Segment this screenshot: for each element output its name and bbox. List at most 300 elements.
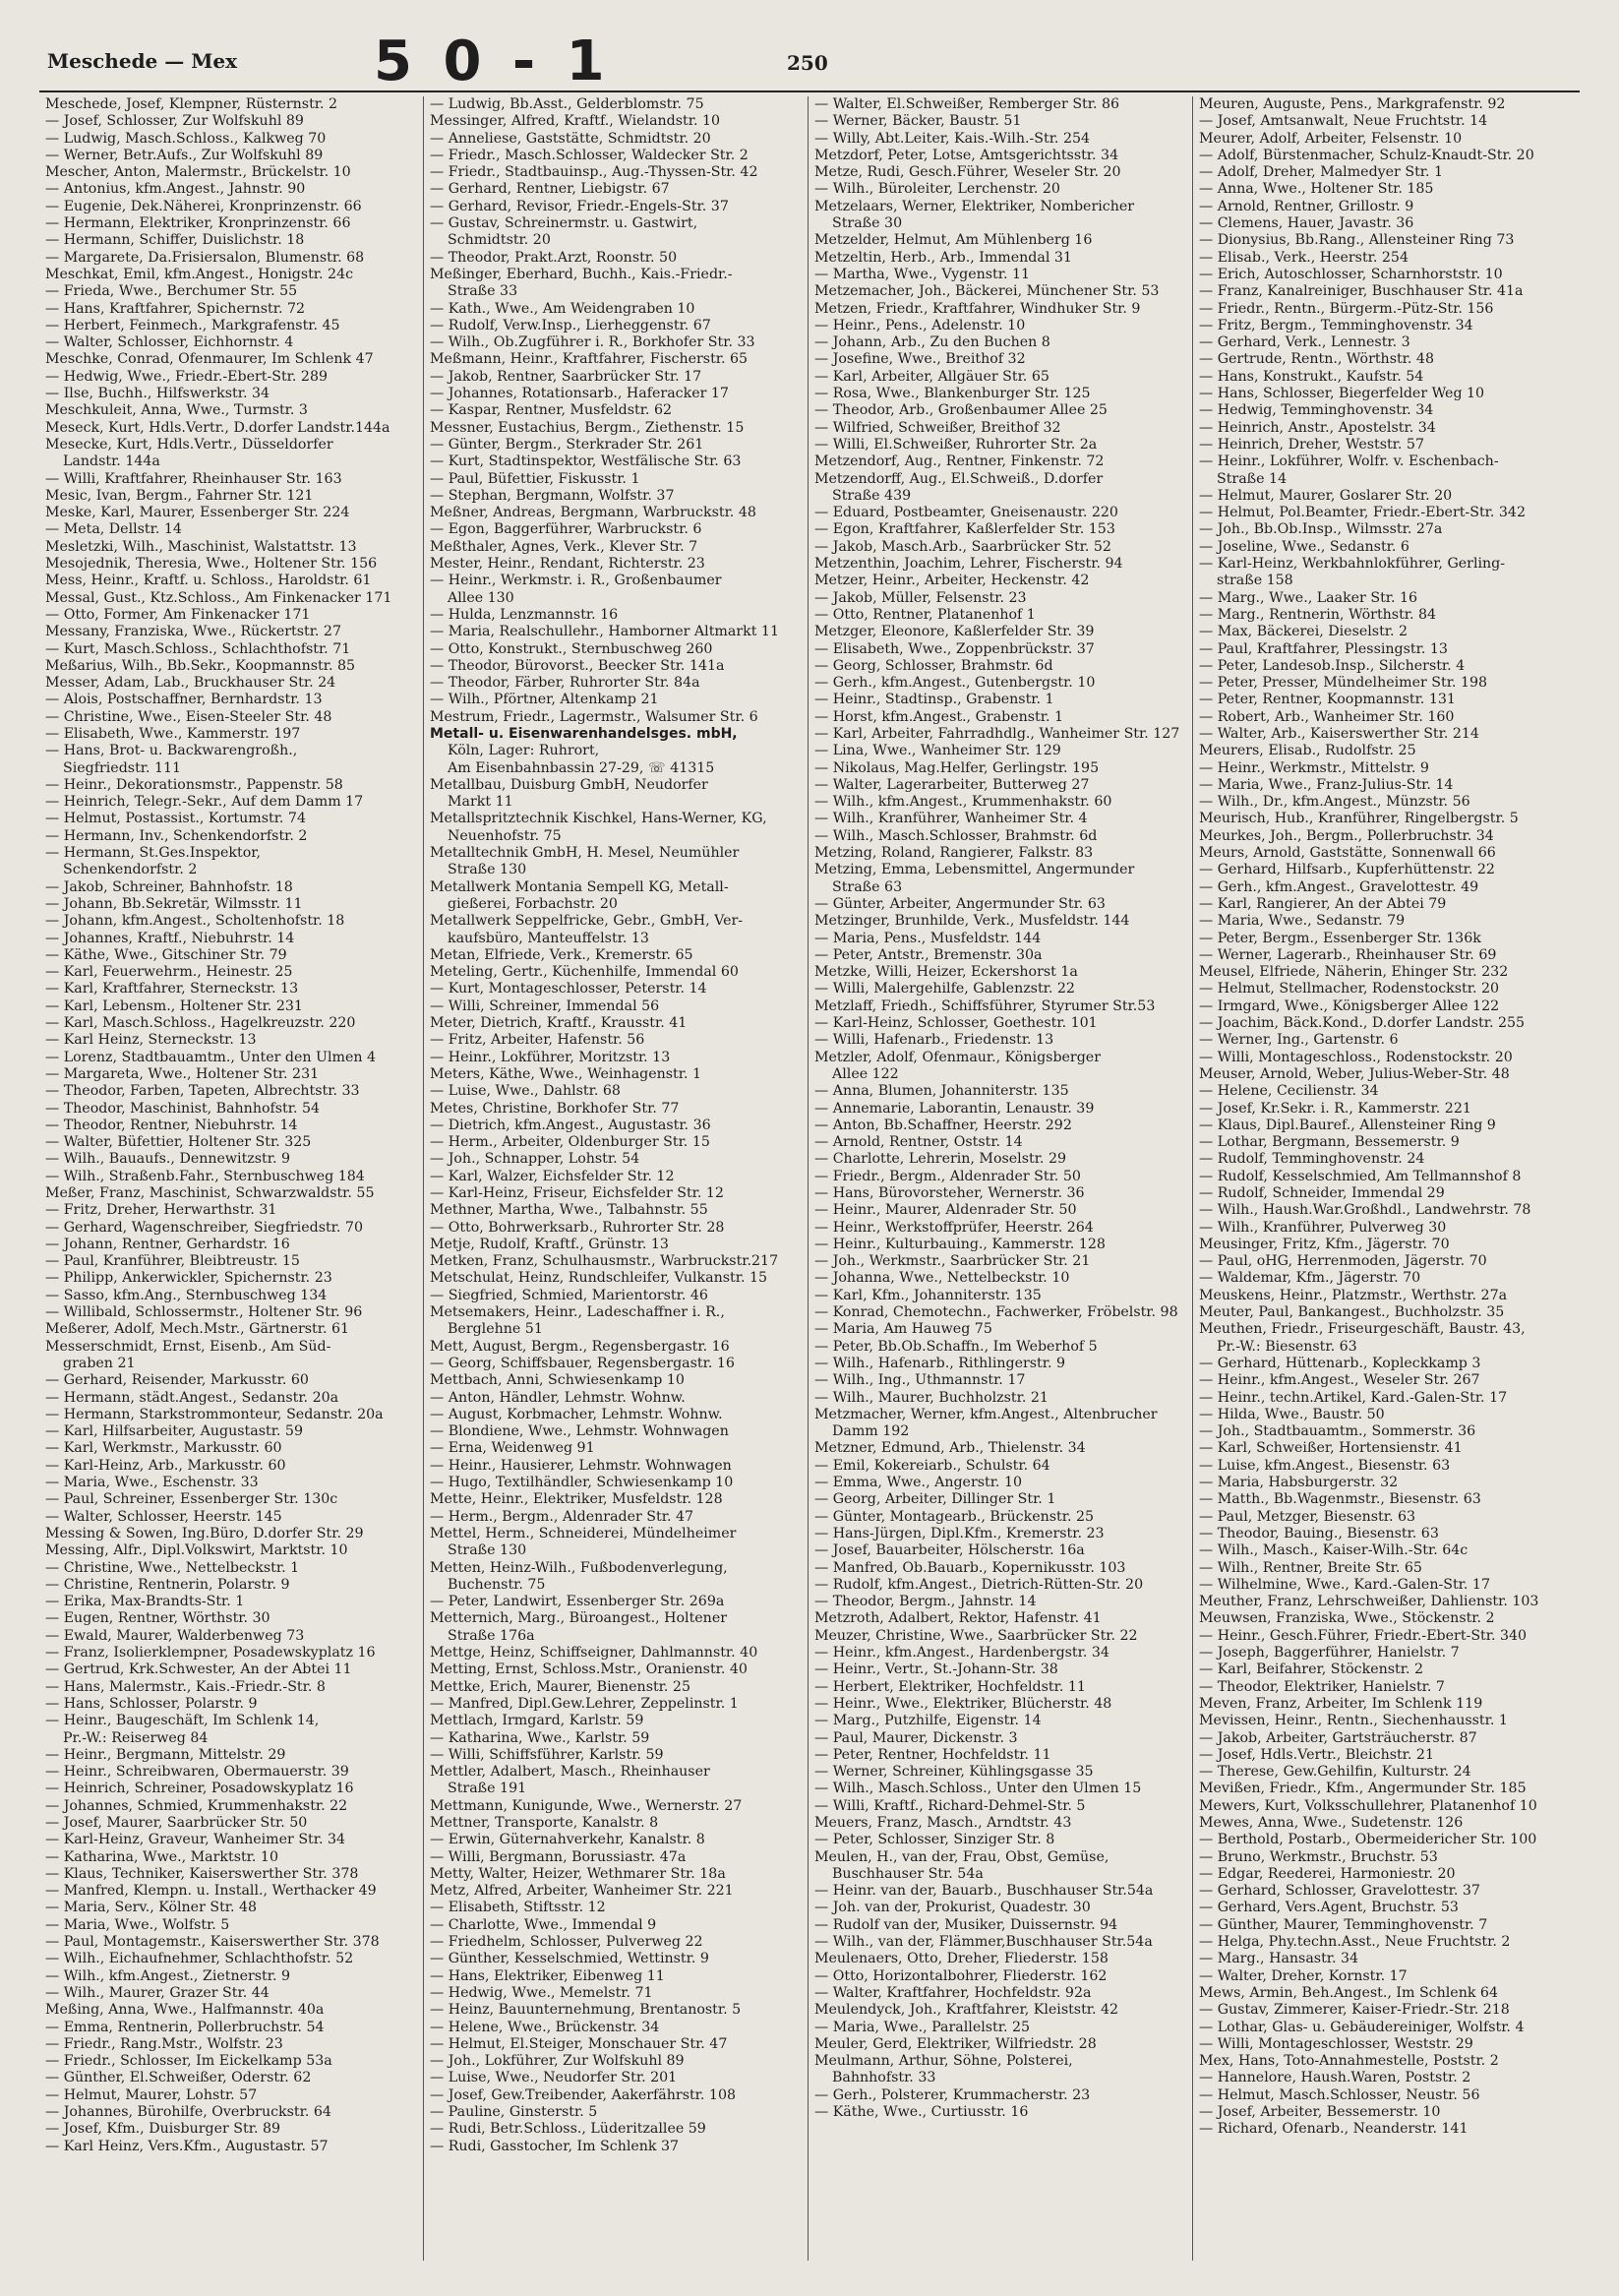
directory-entry: Messer, Adam, Lab., Bruckhauser Str. 24 bbox=[45, 675, 336, 692]
directory-entry: — Karl-Heinz, Werkbahnlokführer, Gerling- bbox=[1199, 556, 1506, 573]
directory-entry: — Theodor, Bauing., Biesenstr. 63 bbox=[1199, 1525, 1439, 1541]
directory-entry: — Paul, Maurer, Dickenstr. 3 bbox=[814, 1729, 1018, 1746]
directory-entry: Messany, Franziska, Wwe., Rückertstr. 27 bbox=[45, 624, 341, 640]
directory-entry: — Meta, Dellstr. 14 bbox=[45, 521, 182, 538]
directory-entry: — Lina, Wwe., Wanheimer Str. 129 bbox=[814, 743, 1061, 759]
directory-entry: — Heinz, Bauunternehmung, Brentanostr. 5 bbox=[430, 2002, 742, 2019]
directory-entry: — Hans-Jürgen, Dipl.Kfm., Kremerstr. 23 bbox=[814, 1525, 1105, 1541]
directory-entry: — Wilh., Masch.Schlosser, Brahmstr. 6d bbox=[814, 827, 1098, 844]
directory-entry: — Herbert, Elektriker, Hochfeldstr. 11 bbox=[814, 1678, 1086, 1695]
directory-entry: — Günther, El.Schweißer, Oderstr. 62 bbox=[45, 2070, 312, 2086]
directory-entry: — Josef, Arbeiter, Bessemerstr. 10 bbox=[1199, 2104, 1441, 2121]
directory-entry: Schmidtstr. 20 bbox=[448, 232, 551, 249]
directory-entry: — Wilh., Masch.Schloss., Unter den Ulmen 15 bbox=[814, 1781, 1142, 1797]
directory-entry: Meseck, Kurt, Hdls.Vertr., D.dorfer Landstr.144a bbox=[45, 419, 390, 436]
directory-entry: — Helmut, Pol.Beamter, Friedr.-Ebert-Str. 342 bbox=[1199, 505, 1526, 521]
directory-entry: — Margarete, Da.Frisiersalon, Blumenstr. 68 bbox=[45, 249, 365, 266]
directory-entry: Metzeltin, Herb., Arb., Immendal 31 bbox=[814, 249, 1072, 266]
directory-entry: — Karl-Heinz, Arb., Markusstr. 60 bbox=[45, 1457, 286, 1474]
directory-entry: Metken, Franz, Schulhausmstr., Warbruckstr.217 bbox=[430, 1253, 779, 1270]
directory-entry: — Karl, Rangierer, An der Abtei 79 bbox=[1199, 895, 1447, 912]
directory-entry: Metje, Rudolf, Kraftf., Grünstr. 13 bbox=[430, 1236, 669, 1252]
directory-entry: — Willi, Montageschlosser, Weststr. 29 bbox=[1199, 2035, 1473, 2052]
directory-entry: — Paul, Metzger, Biesenstr. 63 bbox=[1199, 1508, 1416, 1525]
directory-entry: — Günter, Arbeiter, Angermunder Str. 63 bbox=[814, 895, 1106, 912]
directory-entry: — Karl-Heinz, Schlosser, Goethestr. 101 bbox=[814, 1015, 1098, 1032]
directory-entry: Meßthaler, Agnes, Verk., Klever Str. 7 bbox=[430, 538, 698, 555]
directory-entry: — Werner, Betr.Aufs., Zur Wolfskuhl 89 bbox=[45, 147, 324, 163]
directory-entry: — Heinr., Stadtinsp., Grabenstr. 1 bbox=[814, 692, 1054, 708]
directory-entry: — Paul, Schreiner, Essenberger Str. 130c bbox=[45, 1491, 338, 1508]
directory-entry: — Karl, Schweißer, Hortensienstr. 41 bbox=[1199, 1440, 1463, 1457]
directory-entry: Damm 192 bbox=[832, 1423, 910, 1440]
directory-entry: Mettbach, Anni, Schwiesenkamp 10 bbox=[430, 1372, 685, 1389]
directory-entry: — Kath., Wwe., Am Weidengraben 10 bbox=[430, 300, 695, 317]
name-range-heading: Meschede — Mex bbox=[47, 49, 237, 73]
directory-entry: — Erika, Max-Brandts-Str. 1 bbox=[45, 1594, 245, 1610]
directory-entry: — Walter, Kraftfahrer, Hochfeldstr. 92a bbox=[814, 1984, 1092, 2001]
page-number: 250 bbox=[787, 51, 828, 75]
directory-entry: — Helmut, Maurer, Goslarer Str. 20 bbox=[1199, 487, 1453, 504]
directory-entry: Meurisch, Hub., Kranführer, Ringelbergstr. 5 bbox=[1199, 811, 1519, 827]
directory-entry: — Emil, Kokereiarb., Schulstr. 64 bbox=[814, 1457, 1050, 1474]
directory-entry: — Maria, Habsburgerstr. 32 bbox=[1199, 1475, 1399, 1491]
directory-entry: — Hermann, Schiffer, Duislichstr. 18 bbox=[45, 232, 305, 249]
directory-entry: — Lothar, Bergmann, Bessemerstr. 9 bbox=[1199, 1134, 1460, 1151]
directory-entry: — Eduard, Postbeamter, Gneisenaustr. 220 bbox=[814, 505, 1118, 521]
directory-entry: Mettler, Adalbert, Masch., Rheinhauser bbox=[430, 1764, 710, 1781]
directory-entry: — Peter, Bergm., Essenberger Str. 136k bbox=[1199, 930, 1481, 946]
directory-entry: — Walter, Schlosser, Eichhornstr. 4 bbox=[45, 334, 294, 351]
directory-entry: — Helmut, Maurer, Lohstr. 57 bbox=[45, 2086, 258, 2103]
directory-entry: Buchenstr. 75 bbox=[448, 1576, 546, 1593]
directory-entry: — Wilh., Straßenb.Fahr., Sternbuschweg 184 bbox=[45, 1168, 365, 1184]
directory-entry: — Peter, Presser, Mündelheimer Str. 198 bbox=[1199, 675, 1488, 692]
directory-entry: — Arnold, Rentner, Grillostr. 9 bbox=[1199, 198, 1414, 214]
directory-entry: — Pauline, Ginsterstr. 5 bbox=[430, 2104, 598, 2121]
directory-entry: Bahnhofstr. 33 bbox=[832, 2070, 936, 2086]
directory-entry: — Joseline, Wwe., Sedanstr. 6 bbox=[1199, 538, 1409, 555]
directory-entry: Buschhauser Str. 54a bbox=[832, 1865, 984, 1882]
directory-entry: — Johann, Bb.Sekretär, Wilmsstr. 11 bbox=[45, 895, 303, 912]
directory-entry: — Gerh., Polsterer, Krummacherstr. 23 bbox=[814, 2086, 1091, 2103]
directory-entry: — Maria, Pens., Musfeldstr. 144 bbox=[814, 930, 1042, 946]
column-1 bbox=[39, 96, 424, 2261]
directory-entry: — Heinrich, Dreher, Weststr. 57 bbox=[1199, 436, 1424, 453]
directory-entry: — Theodor, Bürovorst., Beecker Str. 141a bbox=[430, 657, 725, 674]
directory-entry: Meuthen, Friedr., Friseurgeschäft, Baustr. 43, bbox=[1199, 1321, 1526, 1338]
directory-entry: Meßmann, Heinr., Kraftfahrer, Fischerstr. 65 bbox=[430, 351, 749, 368]
directory-entry: — Stephan, Bergmann, Wolfstr. 37 bbox=[430, 487, 675, 504]
directory-entry: — Luise, Wwe., Neudorfer Str. 201 bbox=[430, 2070, 678, 2086]
directory-entry: — Heinr., Werkstoffprüfer, Heerstr. 264 bbox=[814, 1219, 1094, 1236]
directory-entry: — Heinr., Lokführer, Moritzstr. 13 bbox=[430, 1049, 671, 1065]
directory-entry: — Klaus, Techniker, Kaiserswerther Str. 378 bbox=[45, 1865, 359, 1882]
directory-entry: — Willi, Kraftfahrer, Rheinhauser Str. 163 bbox=[45, 470, 342, 487]
directory-entry: — Heinr., kfm.Angest., Weseler Str. 267 bbox=[1199, 1372, 1480, 1389]
directory-entry: — Joh. van der, Prokurist, Quadestr. 30 bbox=[814, 1900, 1091, 1916]
directory-entry: — Elisabeth, Wwe., Zoppenbrückstr. 37 bbox=[814, 640, 1095, 657]
directory-entry: — Jakob, Rentner, Saarbrücker Str. 17 bbox=[430, 368, 702, 385]
directory-entry: Straße 130 bbox=[448, 862, 527, 878]
directory-entry: Straße 14 bbox=[1217, 470, 1288, 487]
directory-entry: — Otto, Horizontalbohrer, Fliederstr. 162 bbox=[814, 1967, 1108, 1984]
directory-entry: Metten, Heinz-Wilh., Fußbodenverlegung, bbox=[430, 1559, 728, 1576]
directory-entry: — Eugenie, Dek.Näherei, Kronprinzenstr. 66 bbox=[45, 198, 362, 214]
directory-entry: Metsemakers, Heinr., Ladeschaffner i. R., bbox=[430, 1304, 725, 1321]
directory-entry: — Maria, Wwe., Wolfstr. 5 bbox=[45, 1916, 230, 1933]
directory-entry: — Wilh., Dr., kfm.Angest., Münzstr. 56 bbox=[1199, 794, 1470, 811]
directory-entry: Straße 30 bbox=[832, 215, 903, 232]
directory-entry: — Waldemar, Kfm., Jägerstr. 70 bbox=[1199, 1270, 1421, 1287]
directory-entry: — Rudolf, kfm.Angest., Dietrich-Rütten-Str. 20 bbox=[814, 1576, 1144, 1593]
directory-entry: — Edgar, Reederei, Harmoniestr. 20 bbox=[1199, 1865, 1456, 1882]
directory-entry: — Wilhelmine, Wwe., Kard.-Galen-Str. 17 bbox=[1199, 1576, 1490, 1593]
directory-entry: Mesojednik, Theresia, Wwe., Holtener Str. 156 bbox=[45, 556, 378, 573]
directory-entry: — Gerh., kfm.Angest., Gutenbergstr. 10 bbox=[814, 675, 1096, 692]
directory-entry: Messerschmidt, Ernst, Eisenb., Am Süd- bbox=[45, 1338, 331, 1355]
directory-entry: — Jakob, Masch.Arb., Saarbrücker Str. 52 bbox=[814, 538, 1111, 555]
directory-entry: Pr.-W.: Biesenstr. 63 bbox=[1217, 1338, 1357, 1355]
directory-entry: — Wilh., Büroleiter, Lerchenstr. 20 bbox=[814, 181, 1060, 198]
directory-entry: — Ludwig, Bb.Asst., Gelderblomstr. 75 bbox=[430, 96, 704, 112]
directory-entry: — Katharina, Wwe., Marktstr. 10 bbox=[45, 1848, 278, 1865]
directory-entry: — Heinr., Dekorationsmstr., Pappenstr. 58 bbox=[45, 776, 343, 793]
directory-entry: — Hans, Kraftfahrer, Spichernstr. 72 bbox=[45, 300, 306, 317]
directory-entry: — Theodor, Maschinist, Bahnhofstr. 54 bbox=[45, 1100, 321, 1117]
directory-entry: — Friedr., Stadtbauinsp., Aug.-Thyssen-Str. 42 bbox=[430, 164, 758, 181]
directory-entry: — Heinr., Wwe., Elektriker, Blücherstr. 48 bbox=[814, 1695, 1112, 1712]
directory-entry: — Hermann, Elektriker, Kronprinzenstr. 66 bbox=[45, 215, 351, 232]
directory-entry: Straße 33 bbox=[448, 283, 518, 300]
directory-entry: — Christine, Wwe., Nettelbeckstr. 1 bbox=[45, 1559, 300, 1576]
directory-entry: — Rudolf, Temminghovenstr. 24 bbox=[1199, 1151, 1425, 1168]
directory-entry: — Katharina, Wwe., Karlstr. 59 bbox=[430, 1729, 650, 1746]
directory-entry: Siegfriedstr. 111 bbox=[63, 759, 182, 776]
directory-entry: Meulen, H., van der, Frau, Obst, Gemüse, bbox=[814, 1848, 1109, 1865]
directory-entry: — Georg, Schiffsbauer, Regensbergastr. 16 bbox=[430, 1355, 735, 1371]
directory-entry: — Marg., Putzhilfe, Eigenstr. 14 bbox=[814, 1713, 1042, 1729]
directory-entry: — Frieda, Wwe., Berchumer Str. 55 bbox=[45, 283, 298, 300]
directory-entry: — Helmut, Stellmacher, Rodenstockstr. 20 bbox=[1199, 981, 1500, 997]
directory-entry: Mette, Heinr., Elektriker, Musfeldstr. 128 bbox=[430, 1491, 723, 1508]
directory-entry: — Erna, Weidenweg 91 bbox=[430, 1440, 595, 1457]
directory-entry: — Manfred, Klempn. u. Install., Werthacker 49 bbox=[45, 1883, 377, 1900]
directory-entry: Mettke, Erich, Maurer, Bienenstr. 25 bbox=[430, 1678, 690, 1695]
directory-entry: — Gerhard, Wagenschreiber, Siegfriedstr. 70 bbox=[45, 1219, 363, 1236]
directory-entry: Meter, Dietrich, Kraftf., Krausstr. 41 bbox=[430, 1015, 688, 1032]
directory-entry: — Otto, Bohrwerksarb., Ruhrorter Str. 28 bbox=[430, 1219, 725, 1236]
directory-entry: — Marg., Hansastr. 34 bbox=[1199, 1951, 1359, 1967]
directory-entry: — Hans, Schlosser, Polarstr. 9 bbox=[45, 1695, 258, 1712]
directory-entry: — Emma, Wwe., Angerstr. 10 bbox=[814, 1475, 1023, 1491]
directory-entry: Meschede, Josef, Klempner, Rüsternstr. 2 bbox=[45, 96, 338, 112]
directory-entry: — Werner, Lagerarb., Rheinhauser Str. 69 bbox=[1199, 946, 1497, 963]
directory-entry: Meuler, Gerd, Elektriker, Wilfriedstr. 28 bbox=[814, 2035, 1097, 2052]
directory-entry: Metzlaff, Friedh., Schiffsführer, Styrumer Str.53 bbox=[814, 997, 1156, 1014]
column-3 bbox=[809, 96, 1193, 2261]
directory-entry: — Adolf, Dreher, Malmedyer Str. 1 bbox=[1199, 164, 1444, 181]
directory-entry: — Karl-Heinz, Graveur, Wanheimer Str. 34 bbox=[45, 1832, 346, 1848]
directory-entry: — Otto, Former, Am Finkenacker 171 bbox=[45, 606, 311, 623]
directory-entry: Meßer, Franz, Maschinist, Schwarzwaldstr. 55 bbox=[45, 1185, 375, 1201]
directory-entry: — Theodor, Bergm., Jahnstr. 14 bbox=[814, 1594, 1037, 1610]
directory-entry: — Maria, Wwe., Eschenstr. 33 bbox=[45, 1475, 259, 1491]
directory-entry: — Günter, Bergm., Sterkrader Str. 261 bbox=[430, 436, 704, 453]
directory-entry: — Helmut, El.Steiger, Monschauer Str. 47 bbox=[430, 2035, 728, 2052]
directory-entry: — Rudolf, Schneider, Immendal 29 bbox=[1199, 1185, 1445, 1201]
directory-entry: — Wilh., Pförtner, Altenkamp 21 bbox=[430, 692, 659, 708]
directory-entry: — Dietrich, kfm.Angest., Augustastr. 36 bbox=[430, 1117, 711, 1133]
directory-entry: — Luise, Wwe., Dahlstr. 68 bbox=[430, 1083, 621, 1100]
directory-entry: — Gertrud, Krk.Schwester, An der Abtei 11 bbox=[45, 1662, 352, 1678]
directory-entry: graben 21 bbox=[63, 1355, 136, 1371]
directory-entry: — Karl-Heinz, Friseur, Eichsfelder Str. 12 bbox=[430, 1185, 724, 1201]
directory-entry: — Elisabeth, Wwe., Kammerstr. 197 bbox=[45, 725, 301, 742]
directory-entry: Mewers, Kurt, Volksschullehrer, Platanenhof 10 bbox=[1199, 1797, 1537, 1814]
directory-entry: Metternich, Marg., Büroangest., Holtener bbox=[430, 1610, 727, 1627]
directory-entry: — Charlotte, Wwe., Immendal 9 bbox=[430, 1916, 657, 1933]
directory-entry: Mevissen, Heinr., Rentn., Siechenhausstr. 1 bbox=[1199, 1713, 1508, 1729]
directory-entry: Metan, Elfriede, Verk., Kremerstr. 65 bbox=[430, 946, 693, 963]
directory-entry: Meurs, Arnold, Gaststätte, Sonnenwall 66 bbox=[1199, 845, 1496, 862]
directory-entry: Metzmacher, Werner, kfm.Angest., Altenbrucher bbox=[814, 1406, 1158, 1422]
directory-entry: — Bruno, Werkmstr., Bruchstr. 53 bbox=[1199, 1848, 1438, 1865]
directory-entry: — Hans, Brot- u. Backwarengroßh., bbox=[45, 743, 298, 759]
directory-entry: — Maria, Wwe., Sedanstr. 79 bbox=[1199, 913, 1406, 930]
directory-entry: — Hulda, Lenzmannstr. 16 bbox=[430, 606, 619, 623]
directory-entry: — Luise, kfm.Angest., Biesenstr. 63 bbox=[1199, 1457, 1451, 1474]
directory-entry: Meuers, Franz, Masch., Arndtstr. 43 bbox=[814, 1814, 1072, 1831]
directory-entry: — Dionysius, Bb.Rang., Allensteiner Ring 73 bbox=[1199, 232, 1515, 249]
directory-entry: gießerei, Forbachstr. 20 bbox=[448, 895, 618, 912]
directory-entry: — Wilh., Masch., Kaiser-Wilh.-Str. 64c bbox=[1199, 1542, 1469, 1559]
directory-entry: Metzinger, Brunhilde, Verk., Musfeldstr. 144 bbox=[814, 913, 1130, 930]
directory-entry: Allee 122 bbox=[832, 1065, 899, 1082]
directory-entry: Meuther, Franz, Lehrschweißer, Dahlienstr. 103 bbox=[1199, 1594, 1539, 1610]
directory-entry: — Karl Heinz, Sterneckstr. 13 bbox=[45, 1032, 257, 1049]
directory-entry: — Peter, Schlosser, Sinziger Str. 8 bbox=[814, 1832, 1055, 1848]
directory-entry: — Max, Bäckerei, Dieselstr. 2 bbox=[1199, 624, 1409, 640]
directory-entry: — Theodor, Färber, Ruhrorter Str. 84a bbox=[430, 675, 700, 692]
directory-entry: — Heinr., Werkmstr. i. R., Großenbaumer bbox=[430, 573, 722, 589]
directory-entry: Mevißen, Friedr., Kfm., Angermunder Str. 185 bbox=[1199, 1781, 1527, 1797]
directory-entry: — Blondiene, Wwe., Lehmstr. Wohnwagen bbox=[430, 1423, 729, 1440]
directory-entry: — Theodor, Prakt.Arzt, Roonstr. 50 bbox=[430, 249, 678, 266]
directory-entry: — Philipp, Ankerwickler, Spichernstr. 23 bbox=[45, 1270, 332, 1287]
directory-entry: Messing & Sowen, Ing.Büro, D.dorfer Str. 29 bbox=[45, 1525, 364, 1541]
directory-entry: — Josef, Hdls.Vertr., Bleichstr. 21 bbox=[1199, 1746, 1434, 1763]
directory-entry: Metzendorf, Aug., Rentner, Finkenstr. 72 bbox=[814, 453, 1105, 470]
directory-entry: — Ilse, Buchh., Hilfswerkstr. 34 bbox=[45, 386, 270, 402]
directory-entry: — Josef, Gew.Treibender, Aakerfährstr. 108 bbox=[430, 2086, 736, 2103]
directory-entry: — Wilh., Rentner, Breite Str. 65 bbox=[1199, 1559, 1422, 1576]
directory-entry: — Peter, Antstr., Bremenstr. 30a bbox=[814, 946, 1043, 963]
directory-entry: Meschkat, Emil, kfm.Angest., Honigstr. 24c bbox=[45, 266, 354, 282]
directory-entry: — Joh., Werkmstr., Saarbrücker Str. 21 bbox=[814, 1253, 1091, 1270]
page-header bbox=[39, 30, 1580, 93]
directory-entry: Mess, Heinr., Kraftf. u. Schloss., Haroldstr. 61 bbox=[45, 573, 372, 589]
directory-entry: — Egon, Baggerführer, Warbruckstr. 6 bbox=[430, 521, 702, 538]
directory-entry: — Sasso, kfm.Ang., Sternbuschweg 134 bbox=[45, 1287, 328, 1303]
directory-entry: — Heinr., Lokführer, Wolfr. v. Eschenbach- bbox=[1199, 453, 1499, 470]
directory-entry: — Karl, Walzer, Eichsfelder Str. 12 bbox=[430, 1168, 675, 1184]
directory-entry: — Heinr., Werkmstr., Mittelstr. 9 bbox=[1199, 759, 1429, 776]
directory-entry: — Anna, Wwe., Holtener Str. 185 bbox=[1199, 181, 1434, 198]
directory-entry: — Eugen, Rentner, Wörthstr. 30 bbox=[45, 1610, 270, 1627]
directory-entry: — Lorenz, Stadtbauamtm., Unter den Ulmen 4 bbox=[45, 1049, 377, 1065]
directory-entry: — Heinrich, Schreiner, Posadowskyplatz 16 bbox=[45, 1781, 354, 1797]
directory-entry: — Franz, Isolierklempner, Posadewskyplatz 16 bbox=[45, 1645, 376, 1662]
directory-entry: — Willi, Schreiner, Immendal 56 bbox=[430, 997, 660, 1014]
directory-entry: Meurers, Elisab., Rudolfstr. 25 bbox=[1199, 743, 1416, 759]
directory-entry: — Käthe, Wwe., Curtiusstr. 16 bbox=[814, 2104, 1029, 2121]
directory-entry: — Werner, Schreiner, Kühlingsgasse 35 bbox=[814, 1764, 1094, 1781]
directory-entry: — Hannelore, Haush.Waren, Poststr. 2 bbox=[1199, 2070, 1471, 2086]
directory-entry: — Charlotte, Lehrerin, Moselstr. 29 bbox=[814, 1151, 1066, 1168]
directory-entry: straße 158 bbox=[1217, 573, 1293, 589]
directory-entry: — Günther, Kesselschmied, Wettinstr. 9 bbox=[430, 1951, 709, 1967]
directory-entry: — Johannes, Rotationsarb., Haferacker 17 bbox=[430, 386, 729, 402]
directory-entry: Mester, Heinr., Rendant, Richterstr. 23 bbox=[430, 556, 705, 573]
directory-entry: — Karl, Werkmstr., Markusstr. 60 bbox=[45, 1440, 282, 1457]
directory-entry: Messing, Alfr., Dipl.Volkswirt, Marktstr. 10 bbox=[45, 1542, 348, 1559]
directory-entry: Straße 63 bbox=[832, 878, 903, 895]
directory-entry: — Gerhard, Schlosser, Gravelottestr. 37 bbox=[1199, 1883, 1480, 1900]
directory-entry: Berglehne 51 bbox=[448, 1321, 543, 1338]
directory-entry: — Maria, Wwe., Parallelstr. 25 bbox=[814, 2019, 1031, 2035]
directory-entry: — Konrad, Chemotechn., Fachwerker, Fröbelstr. 98 bbox=[814, 1304, 1178, 1321]
directory-entry: — Hans, Malermstr., Kais.-Friedr.-Str. 8 bbox=[45, 1678, 326, 1695]
directory-entry: Straße 191 bbox=[448, 1781, 527, 1797]
column-4 bbox=[1193, 96, 1578, 2261]
directory-entry: Landstr. 144a bbox=[63, 453, 160, 470]
directory-entry: — Hans, Elektriker, Eibenweg 11 bbox=[430, 1967, 665, 1984]
directory-entry: — Heinr., Baugeschäft, Im Schlenk 14, bbox=[45, 1713, 320, 1729]
directory-entry: Neuenhofstr. 75 bbox=[448, 827, 562, 844]
directory-entry: — Matth., Bb.Wagenmstr., Biesenstr. 63 bbox=[1199, 1491, 1481, 1508]
directory-entry: Mex, Hans, Toto-Annahmestelle, Poststr. 2 bbox=[1199, 2053, 1499, 2070]
directory-entry: — Arnold, Rentner, Oststr. 14 bbox=[814, 1134, 1023, 1151]
directory-entry: — Willibald, Schlossermstr., Holtener Str. 96 bbox=[45, 1304, 363, 1321]
directory-entry: — Karl, Feuerwehrm., Heinestr. 25 bbox=[45, 964, 293, 981]
directory-entry: — Siegfried, Schmied, Marientorstr. 46 bbox=[430, 1287, 708, 1303]
directory-entry: Mesecke, Kurt, Hdls.Vertr., Düsseldorfer bbox=[45, 436, 333, 453]
directory-entry: Messner, Eustachius, Bergm., Ziethenstr. 15 bbox=[430, 419, 745, 436]
directory-entry: Mettge, Heinz, Schiffseigner, Dahlmannstr. 40 bbox=[430, 1645, 758, 1662]
directory-entry: — Heinr., techn.Artikel, Kard.-Galen-Str. 17 bbox=[1199, 1389, 1508, 1406]
directory-entry: — Walter, Dreher, Kornstr. 17 bbox=[1199, 1967, 1408, 1984]
directory-entry: Meuwsen, Franziska, Wwe., Stöckenstr. 2 bbox=[1199, 1610, 1495, 1627]
directory-entry: — Anna, Blumen, Johanniterstr. 135 bbox=[814, 1083, 1069, 1100]
directory-entry: — Johanna, Wwe., Nettelbeckstr. 10 bbox=[814, 1270, 1070, 1287]
directory-entry: — Johann, Rentner, Gerhardstr. 16 bbox=[45, 1236, 290, 1252]
directory-entry: — Günther, Maurer, Temminghovenstr. 7 bbox=[1199, 1916, 1488, 1933]
directory-entry: — Heinr., Hausierer, Lehmstr. Wohnwagen bbox=[430, 1457, 732, 1474]
directory-entry: — Jakob, Müller, Felsenstr. 23 bbox=[814, 589, 1027, 606]
directory-entry: — Josef, Kfm., Duisburger Str. 89 bbox=[45, 2121, 281, 2138]
directory-entry: — Alois, Postschaffner, Bernhardstr. 13 bbox=[45, 692, 323, 708]
directory-entry: Metallwerk Seppelfricke, Gebr., GmbH, Ver- bbox=[430, 913, 744, 930]
directory-entry: Meuren, Auguste, Pens., Markgrafenstr. 92 bbox=[1199, 96, 1506, 112]
directory-entry: — Rudolf, Kesselschmied, Am Tellmannshof 8 bbox=[1199, 1168, 1522, 1184]
directory-entry: — Willi, Schiffsführer, Karlstr. 59 bbox=[430, 1746, 664, 1763]
directory-entry: Mescher, Anton, Malermstr., Brückelstr. 10 bbox=[45, 164, 351, 181]
directory-entry: — Jakob, Arbeiter, Gartsträucherstr. 87 bbox=[1199, 1729, 1477, 1746]
directory-entry: — Friedr., Rentn., Bürgerm.-Pütz-Str. 156 bbox=[1199, 300, 1494, 317]
directory-entry: Mettel, Herm., Schneiderei, Mündelheimer bbox=[430, 1525, 737, 1541]
directory-entry: — Margareta, Wwe., Holtener Str. 231 bbox=[45, 1065, 320, 1082]
directory-entry: — Karl Heinz, Vers.Kfm., Augustastr. 57 bbox=[45, 2138, 329, 2154]
directory-entry: Meurer, Adolf, Arbeiter, Felsenstr. 10 bbox=[1199, 130, 1463, 147]
directory-entry: Mettlach, Irmgard, Karlstr. 59 bbox=[430, 1713, 644, 1729]
directory-entry: — Herm., Arbeiter, Oldenburger Str. 15 bbox=[430, 1134, 710, 1151]
directory-entry: — Paul, Kranführer, Bleibtreustr. 15 bbox=[45, 1253, 300, 1270]
directory-entry: Metzdorf, Peter, Lotse, Amtsgerichtsstr. 34 bbox=[814, 147, 1119, 163]
directory-entry: — Wilfried, Schweißer, Breithof 32 bbox=[814, 419, 1061, 436]
directory-entry: — Hermann, Starkstrommonteur, Sedanstr. 20a bbox=[45, 1406, 384, 1422]
directory-entry: — Willi, Bergmann, Borussiastr. 47a bbox=[430, 1848, 687, 1865]
directory-entry: Meuser, Arnold, Weber, Julius-Weber-Str. 48 bbox=[1199, 1065, 1510, 1082]
directory-entry: — Maria, Wwe., Franz-Julius-Str. 14 bbox=[1199, 776, 1454, 793]
directory-entry: — Wilh., kfm.Angest., Zietnerstr. 9 bbox=[45, 1967, 291, 1984]
directory-entry: Straße 176a bbox=[448, 1627, 535, 1644]
directory-entry: — Rudolf van der, Musiker, Duissernstr. 94 bbox=[814, 1916, 1118, 1933]
directory-entry: — Hugo, Textilhändler, Schwiesenkamp 10 bbox=[430, 1475, 734, 1491]
directory-entry: — Jakob, Schreiner, Bahnhofstr. 18 bbox=[45, 878, 293, 895]
directory-entry: — Wilh., Eichaufnehmer, Schlachthofstr. 52 bbox=[45, 1951, 354, 1967]
directory-entry: — Wilh., Kranführer, Wanheimer Str. 4 bbox=[814, 811, 1088, 827]
directory-entry: Meusel, Elfriede, Näherin, Ehinger Str. 232 bbox=[1199, 964, 1509, 981]
directory-entry: — Anton, Händler, Lehmstr. Wohnw. bbox=[430, 1389, 686, 1406]
directory-entry: — Heinrich, Anstr., Apostelstr. 34 bbox=[1199, 419, 1436, 436]
directory-entry: Mesic, Ivan, Bergm., Fahrner Str. 121 bbox=[45, 487, 314, 504]
directory-entry: — Hedwig, Wwe., Memelstr. 71 bbox=[430, 1984, 653, 2001]
directory-entry: — Elisabeth, Stiftsstr. 12 bbox=[430, 1900, 606, 1916]
directory-entry: Metzemacher, Joh., Bäckerei, Münchener Str. 53 bbox=[814, 283, 1160, 300]
directory-entry: — Wilh., kfm.Angest., Krummenhakstr. 60 bbox=[814, 794, 1112, 811]
directory-entry: — Gerhard, Verk., Lennestr. 3 bbox=[1199, 334, 1410, 351]
directory-entry: — Georg, Arbeiter, Dillinger Str. 1 bbox=[814, 1491, 1056, 1508]
directory-entry: — Lothar, Glas- u. Gebäudereiniger, Wolfstr. 4 bbox=[1199, 2019, 1525, 2035]
directory-entry: — Karl, Arbeiter, Allgäuer Str. 65 bbox=[814, 368, 1049, 385]
directory-entry: Meuzer, Christine, Wwe., Saarbrücker Str. 22 bbox=[814, 1627, 1138, 1644]
directory-entry: Metze, Rudi, Gesch.Führer, Weseler Str. 20 bbox=[814, 164, 1121, 181]
directory-entry: — Fritz, Bergm., Temminghovenstr. 34 bbox=[1199, 317, 1473, 333]
directory-entry: Meßarius, Wilh., Bb.Sekr., Koopmannstr. 85 bbox=[45, 657, 356, 674]
directory-entry: — Otto, Rentner, Platanenhof 1 bbox=[814, 606, 1036, 623]
directory-entry: — Manfred, Dipl.Gew.Lehrer, Zeppelinstr. 1 bbox=[430, 1695, 739, 1712]
directory-entry: — Fritz, Arbeiter, Hafenstr. 56 bbox=[430, 1032, 645, 1049]
directory-entry: — Wilh., Haush.War.Großhdl., Landwehrstr. 78 bbox=[1199, 1202, 1531, 1219]
directory-entry: — Maria, Serv., Kölner Str. 48 bbox=[45, 1900, 258, 1916]
directory-entry: — Paul, oHG, Herrenmoden, Jägerstr. 70 bbox=[1199, 1253, 1487, 1270]
directory-entry: — Kaspar, Rentner, Musfeldstr. 62 bbox=[430, 402, 672, 419]
directory-entry: Am Eisenbahnbassin 27-29, ☏ 41315 bbox=[448, 759, 715, 776]
directory-entry: — Käthe, Wwe., Gitschiner Str. 79 bbox=[45, 946, 287, 963]
directory-entry: — Adolf, Bürstenmacher, Schulz-Knaudt-Str. 20 bbox=[1199, 147, 1534, 163]
directory-entry: Metzing, Roland, Rangierer, Falkstr. 83 bbox=[814, 845, 1094, 862]
directory-entry: — Gustav, Schreinermstr. u. Gastwirt, bbox=[430, 215, 698, 232]
directory-entry: — Kurt, Stadtinspektor, Westfälische Str. 63 bbox=[430, 453, 742, 470]
directory-entry: Metz, Alfred, Arbeiter, Wanheimer Str. 221 bbox=[430, 1883, 734, 1900]
directory-entry: — Johann, kfm.Angest., Scholtenhofstr. 18 bbox=[45, 913, 345, 930]
directory-entry: Methner, Martha, Wwe., Talbahnstr. 55 bbox=[430, 1202, 708, 1219]
directory-entry: — Georg, Schlosser, Brahmstr. 6d bbox=[814, 657, 1053, 674]
directory-entry: — Theodor, Arb., Großenbaumer Allee 25 bbox=[814, 402, 1108, 419]
directory-page bbox=[39, 30, 1580, 2265]
directory-entry: Metzke, Willi, Heizer, Eckershorst 1a bbox=[814, 964, 1078, 981]
